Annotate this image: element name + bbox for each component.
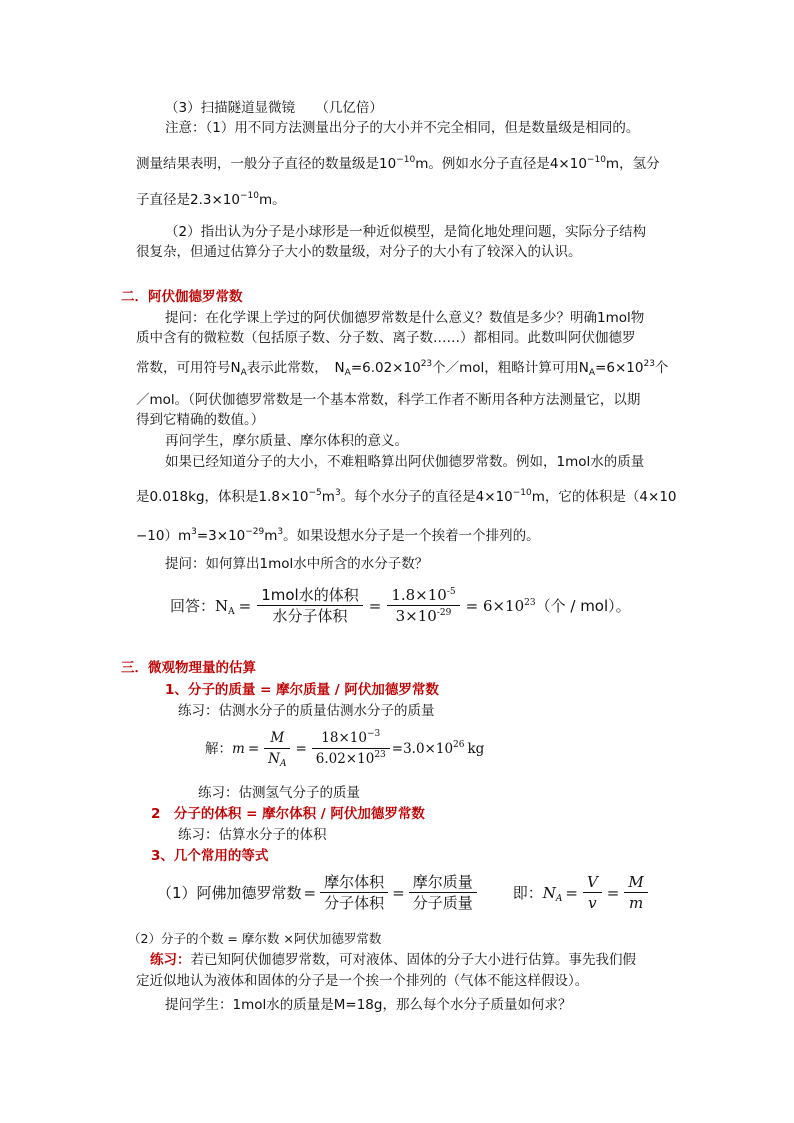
formula-equation: （1）阿佛加德罗常数 = $\frac{\text{摩尔体积}}{\text{分子体积}}$ = $\frac{\text{摩尔质量}}{\text{分子质量}}$ 即： $N_A$ = $\frac{V}{v}$ = $\frac{M}{m}$	[157, 872, 650, 913]
text-line: 子直径是$2.3\times 10^{-10}m$。	[136, 191, 286, 208]
text-line: （3）扫描隧道显微镜 （几亿倍）	[165, 100, 383, 116]
text-line: 很复杂，但通过估算分子大小的数量级，对分子的大小有了较深入的认识。	[136, 244, 582, 260]
text-line: 常数，可用符号$N_A$表示此常数， $N_A=6.02\times 10^{23}$个／mol，粗略计算可用$N_A=6\times 10^{23}$个	[136, 359, 669, 378]
subsection-heading: 1、分子的质量 = 摩尔质量 / 阿伏加德罗常数	[165, 682, 439, 698]
solution-equation: 解： m = $\frac{M}{N_A}$ = $\frac{18\times 10^{-3}}{6.02\times 10^{23}}$ $=3.0\times 10^{26}$ kg	[205, 729, 485, 769]
text-line: 如果已经知道分子的大小，不难粗略算出阿伏伽德罗常数。例如，1mol水的质量	[165, 454, 645, 470]
text-line: 是0.018kg，体积是$1.8\times 10^{-5}m^3$。每个水分子的直径是$4\times 10^{-10}m$，它的体积是（4×10	[136, 488, 677, 505]
exercise-label: 练习：	[150, 952, 191, 968]
subsection-heading: 3、几个常用的等式	[151, 848, 269, 864]
text-line: 提问：如何算出1mol水中所含的水分子数？	[165, 556, 429, 572]
subsection-heading: 2 分子的体积 = 摩尔体积 / 阿伏加德罗常数	[151, 806, 425, 822]
text-line: 提问学生：1mol水的质量是M=18g，那么每个水分子质量如何求？	[165, 997, 572, 1013]
section-heading: 二．阿伏伽德罗常数	[121, 289, 243, 305]
text-line: 练习：估测氢气分子的质量	[198, 785, 360, 801]
text-line: 得到它精确的数值。）	[136, 412, 265, 428]
fraction: $\frac{M}{m}$	[624, 872, 647, 913]
text-line: $-10)m^3=3\times 10^{-29}m^3$。如果设想水分子是一个挨着一个排列的。	[136, 527, 540, 544]
fraction: $\frac{V}{v}$	[583, 872, 602, 913]
text-line: 再问学生，摩尔质量、摩尔体积的意义。	[165, 433, 408, 449]
fraction: $\frac{M}{N_A}$	[264, 728, 290, 769]
text-line: 质中含有的微粒数（包括原子数、分子数、离子数……）都相同。此数叫阿伏伽德罗	[136, 330, 636, 346]
text-line: 练习：估测水分子的质量估测水分子的质量	[178, 703, 435, 719]
text-line: 测量结果表明，一般分子直径的数量级是$10^{-10}m$。例如水分子直径是$4\times 10^{-10}m$，氢分	[136, 155, 660, 172]
fraction: $\frac{1.8\times 10^{-5}}{3\times 10^{-29}}$	[387, 585, 459, 626]
text-line: （2）指出认为分子是小球形是一种近似模型，是简化地处理问题，实际分子结构	[165, 224, 647, 240]
text-line: 提问：在化学课上学过的阿伏伽德罗常数是什么意义？数值是多少？明确1mol物	[165, 310, 645, 326]
fraction: $\frac{\text{摩尔质量}}{\text{分子质量}}$	[409, 872, 477, 913]
text-line: 练习：若已知阿伏伽德罗常数，可对液体、固体的分子大小进行估算。事先我们假	[150, 952, 636, 968]
text-line: 定近似地认为液体和固体的分子是一个挨一个排列的（气体不能这样假设）。	[136, 973, 589, 989]
text-line: ／mol。（阿伏伽德罗常数是一个基本常数，科学工作者不断用各种方法测量它，以期	[136, 392, 641, 408]
fraction: $\frac{\text{1mol水的体积}}{\text{水分子体积}}$	[257, 585, 363, 626]
section-heading: 三．微观物理量的估算	[121, 660, 256, 676]
fraction: $\frac{18\times 10^{-3}}{6.02\times 10^{23}}$	[312, 728, 390, 769]
text-line: 练习：估算水分子的体积	[178, 827, 327, 843]
text-line: （2）分子的个数 = 摩尔数 ×阿伏加德罗常数	[128, 931, 382, 946]
text-line: 注意：（1）用不同方法测量出分子的大小并不完全相同，但是数量级是相同的。	[165, 120, 640, 136]
answer-equation: 回答： $N_A$ = $\frac{\text{1mol水的体积}}{\text{水分子体积}}$ = $\frac{1.8\times 10^{-5}}{3\times 10^{-29}}$ = $6\times 10^{23}$ （个 / mol）。	[170, 586, 631, 625]
fraction: $\frac{\text{摩尔体积}}{\text{分子体积}}$	[320, 872, 388, 913]
